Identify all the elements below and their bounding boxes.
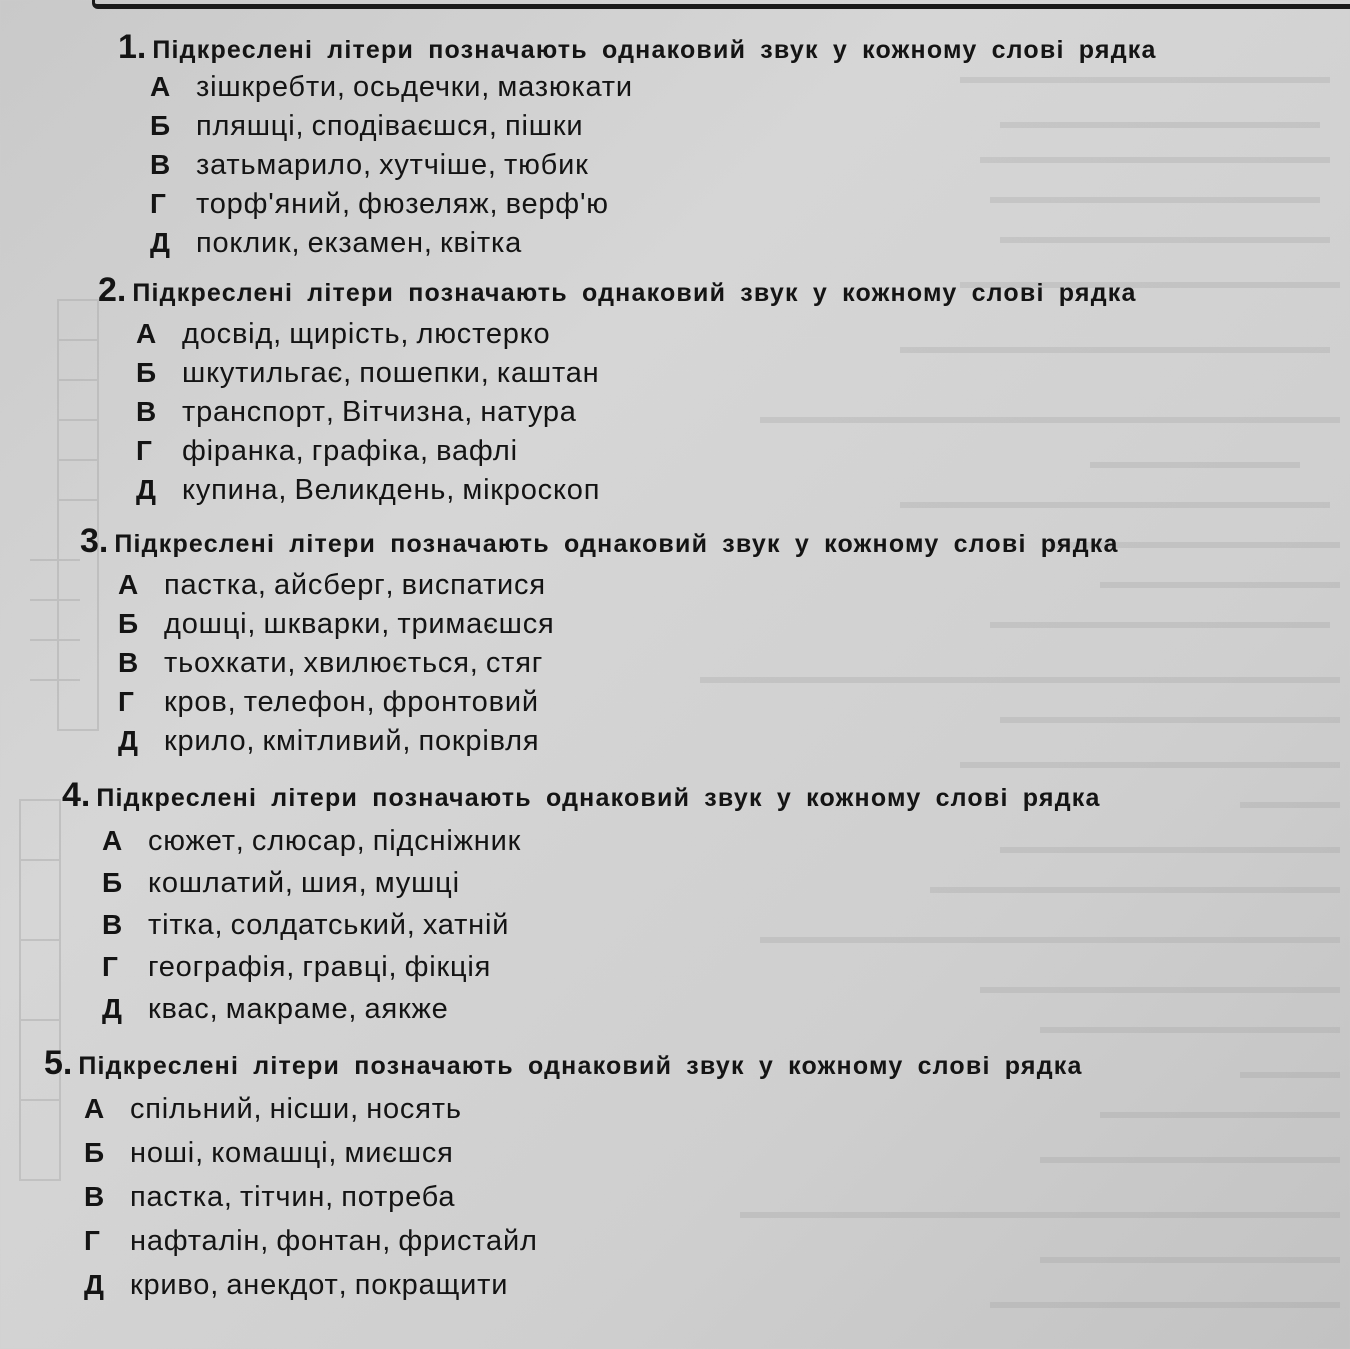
option-word: тримаєшся — [397, 608, 555, 640]
option-row[interactable]: Г географія , гравці , фікція — [102, 951, 492, 983]
option-row[interactable]: А зішкребти , осьдечки , мазюкати — [150, 71, 633, 103]
option-word: кмітливий — [262, 725, 403, 757]
question-3 — [80, 522, 1119, 764]
option-letter: Г — [150, 188, 166, 219]
option-word: хатній — [422, 909, 510, 941]
option-word: тюбик — [504, 149, 589, 181]
option-letter: Б — [150, 110, 171, 141]
option-row[interactable]: Б кошлатий , шия , мушці — [102, 867, 460, 899]
option-row[interactable]: Б пляшці , сподіваєшся , пішки — [150, 110, 584, 142]
option-word: кров — [164, 686, 228, 718]
option-word: тьохкати — [164, 647, 288, 679]
question-prompt: Підкреслені літери позначають однаковий звук у кожному слові рядка — [132, 279, 1137, 307]
option-word: тітчин — [240, 1181, 326, 1213]
option-word: спільний — [130, 1093, 254, 1125]
option-word: шкутильгає — [182, 357, 344, 389]
option-row[interactable]: Д поклик , екзамен , квітка — [150, 227, 523, 259]
option-letter: Г — [84, 1225, 100, 1256]
option-word: Великдень — [294, 474, 447, 506]
question-header — [62, 776, 1101, 815]
question-5 — [44, 1044, 1083, 1313]
option-word: ноші — [130, 1137, 196, 1169]
option-row[interactable]: Б ноші , комашці , миєшся — [84, 1137, 454, 1169]
question-header — [80, 522, 1119, 561]
option-word: осьдечки — [353, 71, 482, 103]
option-letter: Г — [136, 435, 152, 466]
question-2 — [98, 271, 1137, 513]
option-word: макраме — [225, 993, 349, 1025]
option-word: сюжет — [148, 825, 236, 857]
option-row[interactable]: Б дошці , шкварки , тримаєшся — [118, 608, 555, 640]
option-word: фікція — [404, 951, 492, 983]
option-word: підсніжник — [372, 825, 522, 857]
option-letter: Б — [118, 608, 139, 639]
option-word: люстерко — [416, 318, 551, 350]
option-letter: А — [118, 569, 139, 600]
option-word: мікроскоп — [462, 474, 601, 506]
options-list — [118, 569, 1119, 764]
option-row[interactable]: Г нафталін , фонтан , фристайл — [84, 1225, 538, 1257]
option-word: комашці — [211, 1137, 329, 1169]
option-word: хутчіше — [379, 149, 488, 181]
option-word: миєшся — [344, 1137, 454, 1169]
option-word: криво — [130, 1269, 211, 1301]
option-word: пошепки — [359, 357, 481, 389]
option-letter: Д — [150, 227, 170, 258]
option-row[interactable]: Д купина , Великдень , мікроскоп — [136, 474, 601, 506]
option-word: пішки — [505, 110, 584, 142]
question-number: 2. — [98, 271, 127, 309]
option-word: нафталін — [130, 1225, 261, 1257]
option-word: торф'яний — [196, 188, 342, 220]
option-word: солдатський — [230, 909, 407, 941]
option-row[interactable]: А пастка , айсберг , виспатися — [118, 569, 546, 601]
option-row[interactable]: Г фіранка , графіка , вафлі — [136, 435, 518, 467]
option-row[interactable]: В пастка , тітчин , потреба — [84, 1181, 456, 1213]
option-word: фристайл — [398, 1225, 538, 1257]
option-row[interactable]: А досвід , щирість , люстерко — [136, 318, 551, 350]
options-list — [150, 71, 1157, 266]
option-word: покрівля — [418, 725, 540, 757]
option-word: виспатися — [401, 569, 546, 601]
option-row[interactable]: В затьмарило , хутчіше , тюбик — [150, 149, 589, 181]
option-word: стяг — [485, 647, 544, 679]
option-row[interactable]: В транспорт , Вітчизна , натура — [136, 396, 577, 428]
option-letter: В — [136, 396, 157, 427]
option-word: шия — [301, 867, 359, 899]
option-row[interactable]: А спільний , нісши , носять — [84, 1093, 462, 1125]
option-row[interactable]: В тьохкати , хвилюється , стяг — [118, 647, 544, 679]
question-number: 1. — [118, 28, 147, 66]
option-row[interactable]: Г торф'яний , фюзеляж , верф'ю — [150, 188, 609, 220]
question-number: 5. — [44, 1044, 73, 1082]
option-letter: Б — [102, 867, 123, 898]
option-letter: Б — [136, 357, 157, 388]
option-word: потреба — [341, 1181, 456, 1213]
option-word: каштан — [496, 357, 600, 389]
option-letter: Д — [84, 1269, 104, 1300]
option-letter: А — [102, 825, 123, 856]
option-letter: В — [150, 149, 171, 180]
option-letter: Д — [136, 474, 156, 505]
option-row[interactable]: А сюжет , слюсар , підсніжник — [102, 825, 522, 857]
option-row[interactable]: Д крило , кмітливий , покрівля — [118, 725, 540, 757]
option-word: слюсар — [251, 825, 357, 857]
option-word: екзамен — [307, 227, 424, 259]
option-word: айсберг — [274, 569, 386, 601]
option-word: анекдот — [226, 1269, 339, 1301]
option-word: квітка — [439, 227, 523, 259]
option-word: дошці — [164, 608, 248, 640]
option-word: досвід — [182, 318, 274, 350]
question-prompt: Підкреслені літери позначають однаковий звук у кожному слові рядка — [152, 36, 1157, 64]
option-letter: А — [84, 1093, 105, 1124]
option-letter: Д — [102, 993, 122, 1024]
option-word: фронтовий — [382, 686, 539, 718]
option-row[interactable]: Д квас , макраме , аякже — [102, 993, 449, 1025]
option-letter: В — [118, 647, 139, 678]
question-header — [118, 28, 1157, 67]
option-word: тітка — [148, 909, 215, 941]
option-word: поклик — [196, 227, 292, 259]
option-word: щирість — [289, 318, 401, 350]
option-letter: Г — [118, 686, 134, 717]
option-word: пастка — [164, 569, 258, 601]
option-row[interactable]: Г кров , телефон , фронтовий — [118, 686, 539, 718]
option-word: телефон — [243, 686, 367, 718]
question-header — [98, 271, 1137, 310]
option-word: сподіваєшся — [311, 110, 489, 142]
option-word: пляшці — [196, 110, 296, 142]
question-prompt: Підкреслені літери позначають однаковий звук у кожному слові рядка — [78, 1052, 1083, 1080]
option-word: Вітчизна — [342, 396, 465, 428]
option-word: графіка — [311, 435, 420, 467]
options-list — [136, 318, 1137, 513]
option-word: вафлі — [436, 435, 518, 467]
option-row[interactable]: Б шкутильгає , пошепки , каштан — [136, 357, 600, 389]
option-letter: В — [102, 909, 123, 940]
option-letter: А — [150, 71, 171, 102]
option-word: кошлатий — [148, 867, 285, 899]
option-word: мазюкати — [497, 71, 633, 103]
option-word: покращити — [354, 1269, 509, 1301]
option-word: нісши — [269, 1093, 351, 1125]
options-list — [84, 1093, 1083, 1313]
option-word: фіранка — [182, 435, 296, 467]
option-word: хвилюється — [303, 647, 470, 679]
option-word: купина — [182, 474, 279, 506]
option-letter: Б — [84, 1137, 105, 1168]
question-number: 4. — [62, 776, 91, 814]
question-1 — [118, 28, 1157, 266]
option-word: географія — [148, 951, 287, 983]
option-word: натура — [480, 396, 577, 428]
option-letter: Д — [118, 725, 138, 756]
option-word: верф'ю — [505, 188, 609, 220]
option-word: фонтан — [276, 1225, 383, 1257]
question-number: 3. — [80, 522, 109, 560]
option-word: пастка — [130, 1181, 224, 1213]
question-header — [44, 1044, 1083, 1083]
option-word: носять — [366, 1093, 462, 1125]
option-word: затьмарило — [196, 149, 363, 181]
option-row[interactable]: В тітка , солдатський , хатній — [102, 909, 510, 941]
option-letter: В — [84, 1181, 105, 1212]
option-word: мушці — [374, 867, 460, 899]
option-word: транспорт — [182, 396, 326, 428]
question-4 — [62, 776, 1101, 1035]
option-word: квас — [148, 993, 210, 1025]
option-letter: Г — [102, 951, 118, 982]
option-word: гравці — [302, 951, 389, 983]
option-letter: А — [136, 318, 157, 349]
option-word: фюзеляж — [358, 188, 490, 220]
page-frame-border — [92, 0, 1350, 9]
question-prompt: Підкреслені літери позначають однаковий звук у кожному слові рядка — [96, 784, 1101, 812]
question-prompt: Підкреслені літери позначають однаковий звук у кожному слові рядка — [114, 530, 1119, 558]
option-word: зішкребти — [196, 71, 337, 103]
options-list — [102, 825, 1101, 1035]
option-word: крило — [164, 725, 247, 757]
option-row[interactable]: Д криво , анекдот , покращити — [84, 1269, 509, 1301]
option-word: шкварки — [263, 608, 382, 640]
option-word: аякже — [364, 993, 449, 1025]
